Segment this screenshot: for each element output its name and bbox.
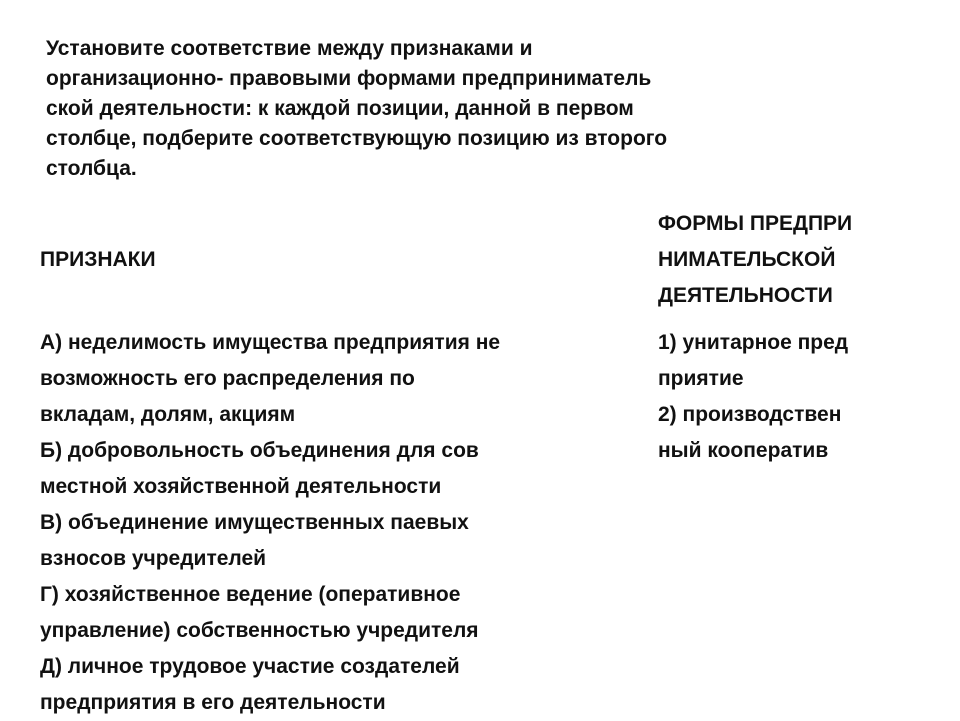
feature-line: управление) собственностью учредителя: [40, 619, 479, 642]
features-column-header: ПРИЗНАКИ: [40, 248, 156, 271]
form-line: ный кооператив: [658, 439, 829, 462]
task-line: организационно- правовыми формами предприниматель: [46, 67, 652, 90]
task-line: столбца.: [46, 157, 137, 180]
forms-header-line: ДЕЯТЕЛЬНОСТИ: [658, 284, 833, 307]
feature-item-g: [40, 577, 500, 649]
task-line: ской деятельности: к каждой позиции, данной в первом: [46, 97, 634, 120]
forms-column-header: [658, 206, 852, 314]
task-instruction: [46, 34, 866, 184]
feature-line: В) объединение имущественных паевых: [40, 511, 469, 534]
forms-header-line: НИМАТЕЛЬСКОЙ: [658, 248, 836, 271]
feature-item-d: [40, 649, 500, 721]
feature-line: Б) добровольность объединения для сов: [40, 439, 479, 462]
feature-line: предприятия в его деятельности: [40, 691, 386, 714]
feature-line: Г) хозяйственное ведение (оперативное: [40, 583, 461, 606]
task-line: Установите соответствие между признаками и: [46, 37, 533, 60]
form-item-2: [658, 397, 848, 469]
form-line: 1) унитарное пред: [658, 331, 849, 354]
forms-list: [658, 325, 848, 469]
feature-line: вкладам, долям, акциям: [40, 403, 296, 426]
form-line: приятие: [658, 367, 744, 390]
form-line: 2) производствен: [658, 403, 842, 426]
feature-line: возможность его распределения по: [40, 367, 415, 390]
task-line: столбце, подберите соответствующую позицию из второго: [46, 127, 668, 150]
feature-line: Д) личное трудовое участие создателей: [40, 655, 460, 678]
form-item-1: [658, 325, 848, 397]
feature-line: местной хозяйственной деятельности: [40, 475, 442, 498]
feature-item-a: [40, 325, 500, 433]
feature-line: взносов учредителей: [40, 547, 267, 570]
feature-item-v: [40, 505, 500, 577]
features-list: [40, 325, 500, 721]
feature-item-b: [40, 433, 500, 505]
feature-line: А) неделимость имущества предприятия не: [40, 331, 501, 354]
forms-header-line: ФОРМЫ ПРЕДПРИ: [658, 212, 853, 235]
